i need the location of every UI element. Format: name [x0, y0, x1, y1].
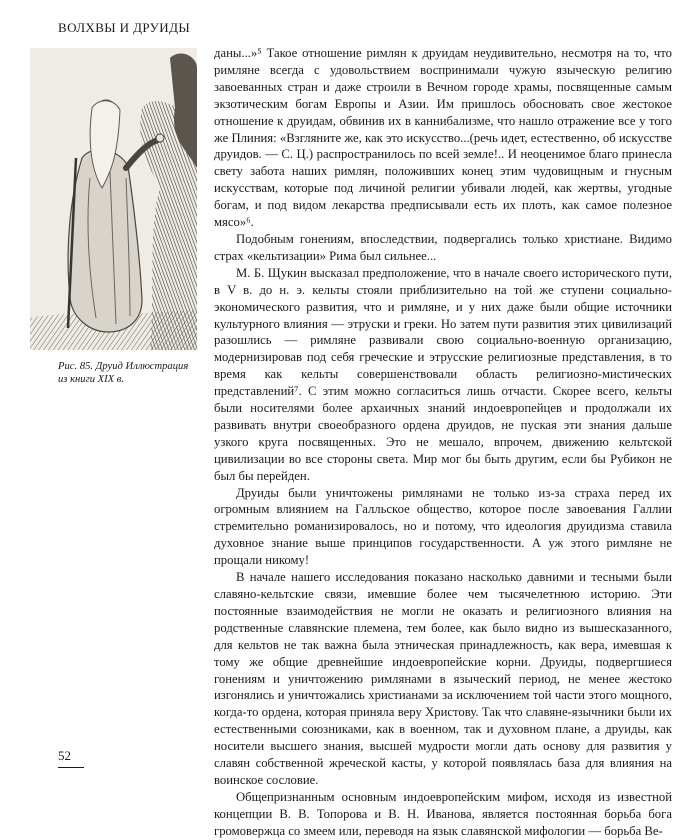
paragraph: Друиды были уничтожены римлянами не только из-за страха перед их огромным влиянием на Галльское общество, которое после завоевания Галлии стремительно романизировалось, но и потому, что идеология друидизма ставила духовное знание выше принципов государственности. А уж этого римляне не прощали никому! [214, 485, 672, 568]
druid-engraving-icon [30, 48, 197, 350]
paragraph: М. Б. Щукин высказал предположение, что в начале своего исторического пути, в V в. до н. э. кельты стояли приблизительно на той же ступени социально-экономического развития, что и римляне, и у них даже были общие источники культурного влияния — этруски и греки. Но затем пути развития этих цивилизаций разошлись — римляне развивали свою социально-военную организацию, модернизировав под себя греческие и этрусские религиозные представления, в то время как кельты совершенствовали область религиозно-мистических представлений⁷. С этим можно согласиться лишь отчасти. Скорее всего, кельты были носителями более архаичных знаний индоевропейцев и продолжали их развивать внутри своеобразного ордена друидов, не пуская эти знания дальше узкого круга посвященных. Это не мешало, впрочем, движению кельтской цивилизации во все стороны света. Мир мог бы быть другим, если бы Рубикон не был бы перейден. [214, 265, 672, 483]
paragraph: Подобным гонениям, впоследствии, подвергались только христиане. Видимо страх «кельтизации» Рима был сильнее... [214, 231, 672, 263]
body-text [214, 45, 672, 840]
druid-illustration [30, 48, 197, 350]
paragraph: Общепризнанным основным индоевропейским мифом, исходя из известной концепции В. В. Топорова и В. Н. Иванова, является постоянная борьба бога громовержца со змеем или, переводя на язык славянской мифологии — борьба Ве- [214, 789, 672, 838]
page-number: 52 [58, 748, 84, 768]
running-header: ВОЛХВЫ И ДРУИДЫ [58, 20, 191, 35]
paragraph: даны...»⁵ Такое отношение римлян к друидам неудивительно, несмотря на то, что римляне всегда с удовольствием воспринимали чужую языческую религию завоеванных стран и даже строили в Вечном городе храмы, посвященные самым экзотическим богам Европы и Азии. Им пришлось обосновать свое жестокое отношение к друидам, обвинив их в каннибализме, что нашло отражение все у того же Плиния: «Взгляните же, как это искусство...(речь идет, естественно, об искусстве друидов. — С. Ц.) распространилось по всей земле!.. И неоценимое благо принесла свету забота наших римлян, положивших конец этим чудовищным и гнусным искусствам, которые под личиной религии убивали людей, как жертвы, угодные богам, и под видом лекарства предписывали есть их плоть, как самое полезное мясо»⁶. [214, 46, 672, 230]
paragraph: В начале нашего исследования показано насколько давними и тесными были славяно-кельтские связи, имевшие более чем тысячелетнюю историю. Эти постоянные взаимодействия не могли не оказать и религиозного влияния на родственные славянские племена, тем более, как было видно из вышесказанного, для кельтов не так важна была этническая принадлежность, как вера, имевшая к тому же общие древнейшие индоевропейские корни. Друиды, подвергшиеся гонениям и уничтожению римлянами в языческий период, не менее жестоко изгонялись и уничтожались христианами за исключением той части этого мощного, когда-то ордена, которая приняла веру Христову. Так что славяне-язычники были их естественными союзниками, как в военном, так и духовном плане, а друиды, как носители высшего знания, высшей мудрости могли дать основу для развития у славян собственной жреческой касты, у которой появлялась база для влияния на воинское сословие. [214, 570, 672, 787]
figure-caption: Рис. 85. Друид Иллюстрация из книги XIX в. [58, 361, 189, 385]
